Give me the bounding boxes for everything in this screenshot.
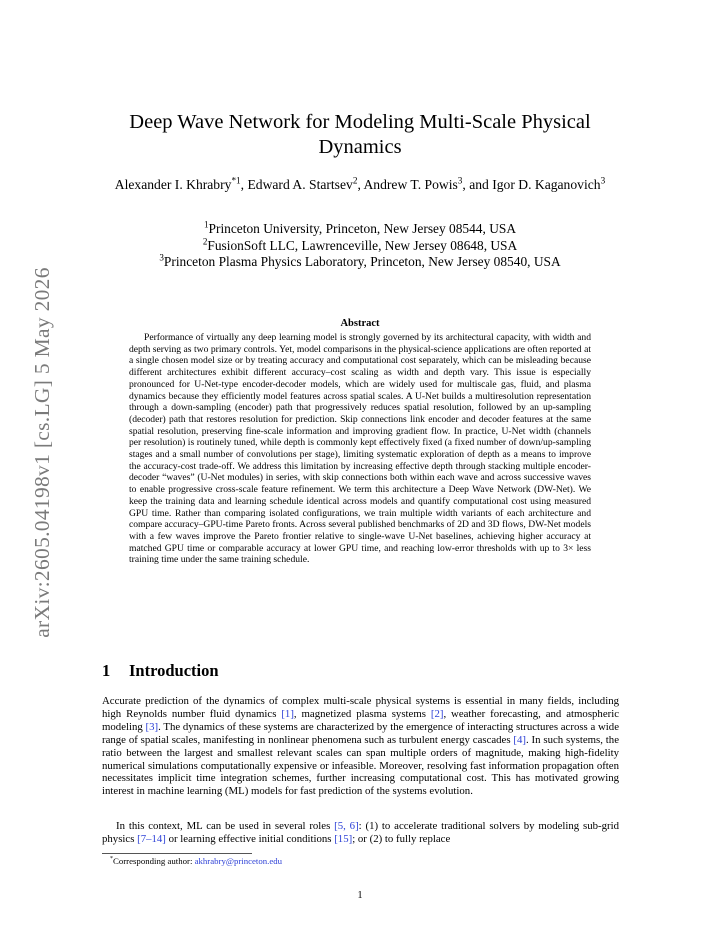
- citation-link[interactable]: [7–14]: [137, 832, 166, 845]
- intro-paragraph-1: Accurate prediction of the dynamics of complex multi-scale physical systems is essential in many fields, including high Reynolds number fluid dynamics [1], magnetized plasma systems [2], weather forecasting, and atmospheric modeling [3]. The dynamics of these systems are characterized by the emergence of interacting structures across a wide range of spatial scales, manifesting in nonlinear phenomena such as turbulent energy cascades [4]. In such systems, the ratio between the largest and smallest relevant scales can span multiple orders of magnitude, making high-fidelity numerical simulations computationally expensive or infeasible. Moreover, resolving fast information propagation often necessitates implicit time integration schemes, further increasing computational cost. This has motivated growing interest in machine learning (ML) models for fast prediction of the systems evolution.: [102, 695, 619, 798]
- page-number: 1: [357, 890, 363, 901]
- section-number: 1: [102, 661, 111, 680]
- citation-link[interactable]: [2]: [430, 707, 444, 720]
- footnote-mark: *: [110, 856, 113, 863]
- abstract-heading: Abstract: [340, 318, 380, 329]
- corresponding-email-link[interactable]: akhrabry@princeton.edu: [194, 856, 283, 866]
- affiliation-item: $^1$Princeton University, Princeton, New Jersey 08544, USA: [203, 219, 516, 236]
- abstract-text: Performance of virtually any deep learning model is strongly governed by its architectural capacity, with width and depth serving as two primary controls. Yet, model comparisons in the physical-science applications are often reported at a single chosen model size or by treating accuracy and computational cost separately, which can be misleading because different architectures exhibit different accuracy–cost scaling as width and depth vary. This issue is especially pronounced for U-Net-type encoder-decoder models, which are widely used for multiscale gas, fluid, and plasma dynamics because they efficiently model features across spatial scales. A U-Net builds a multiresolution representation through a down-sampling (encoder) path that progressively reduces spatial resolution, followed by an up-sampling (decoder) path that restores resolution for prediction. Skip connections link encoder and decoder features at the same spatial resolution, preserving fine-scale information and improving gradient flow. In practice, U-Net width (channels per resolution) is routinely tuned, while depth is commonly kept effectively fixed (a fixed number of down/up-sampling stages and a small number of convolutions per stage), limiting systematic exploration of depth as a means to improve the accuracy-cost trade-off. We address this limitation by increasing effective depth through stacking multiple encoder-decoder “waves” (U-Net modules) in series, with skip connections both within each wave and across successive waves to enable progressive cross-scale feature refinement. We term this architecture a Deep Wave Network (DW-Net). We keep the training data and learning schedule identical across models and quantify computational cost using measured GPU time. Rather than comparing isolated configurations, we train multiple width variants of each architecture and compare accuracy–GPU-time Pareto fronts. Across several published benchmarks of 2D and 3D flows, DW-Net models with a few waves improve the Pareto frontier relative to single-wave U-Net baselines, achieving higher accuracy at matched GPU time or comparable accuracy at lower GPU time, and reaching low-error thresholds with up to 3× less training time under the same training schedule.: [129, 332, 591, 566]
- citation-link[interactable]: [5, 6]: [334, 820, 359, 832]
- citation-link[interactable]: [1]: [281, 707, 294, 720]
- author-khrabry: Alexander I. Khrabry: [114, 177, 232, 192]
- footnote-divider: [102, 853, 252, 854]
- section-heading-introduction: [102, 661, 219, 681]
- affiliation-list: [100, 221, 620, 271]
- author-khrabry-affil: *1: [231, 175, 241, 186]
- intro-paragraph-2: In this context, ML can be used in several roles [5, 6]: (1) to accelerate traditional solvers by modeling sub-grid physics [7–14] or learning effective initial conditions [15]; or (2) to fully replace: [102, 820, 620, 845]
- citation-link[interactable]: [4]: [513, 733, 526, 746]
- author-powis: Andrew T. Powis: [363, 177, 458, 192]
- author-kaganovich-affil: 3: [600, 175, 606, 186]
- footnote-label: Corresponding author:: [112, 856, 195, 866]
- affiliation-item: $^3$Princeton Plasma Physics Laboratory, Princeton, New Jersey 08540, USA: [159, 252, 561, 269]
- author-powis-affil: 3: [457, 175, 463, 186]
- author-list: Alexander I. Khrabry$^{*1}$, Edward A. Startsev$^2$, Andrew T. Powis$^3$, and Igor D. Kaganovich$^3$: [114, 175, 606, 192]
- paper-title: Deep Wave Network for Modeling Multi-Scale Physical Dynamics: [129, 111, 591, 158]
- footnote: [110, 856, 610, 867]
- affiliation-item: $^2$FusionSoft LLC, Lawrenceville, New Jersey 08648, USA: [202, 236, 518, 253]
- citation-link[interactable]: [15]: [334, 832, 353, 845]
- section-title: Introduction: [129, 661, 219, 680]
- arxiv-identifier-text: arXiv:2605.04198v1 [cs.LG] 5 May 2026: [29, 266, 54, 638]
- author-startsev-affil: 2: [352, 175, 358, 186]
- author-kaganovich: and Igor D. Kaganovich: [469, 177, 601, 192]
- citation-link[interactable]: [3]: [145, 720, 159, 733]
- author-startsev: Edward A. Startsev: [247, 177, 353, 192]
